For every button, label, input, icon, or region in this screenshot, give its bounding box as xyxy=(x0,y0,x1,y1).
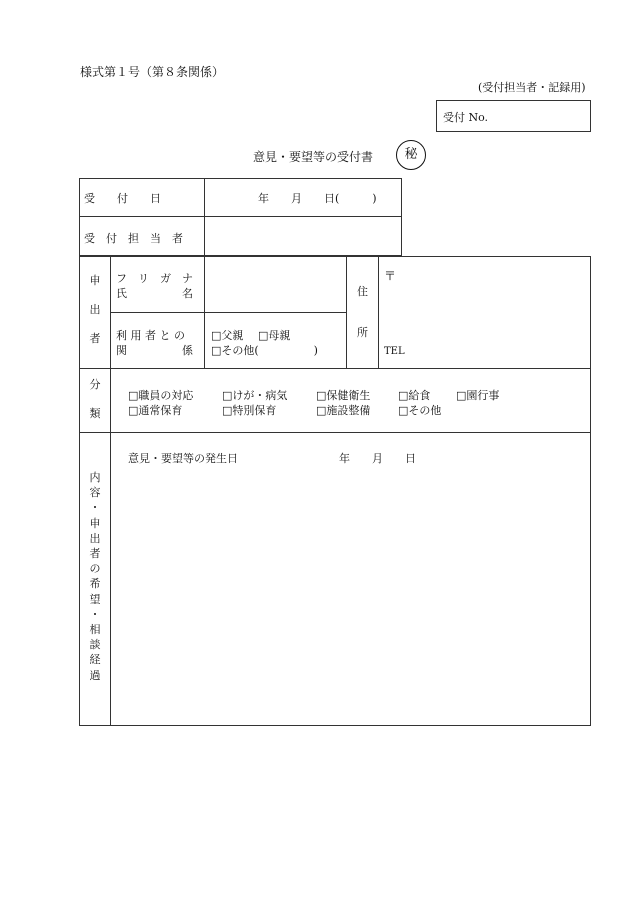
category-label-1: 分 xyxy=(89,378,101,391)
category-option-events[interactable]: □園行事 xyxy=(456,389,500,402)
category-option-staff[interactable]: □職員の対応 xyxy=(128,389,194,402)
reception-date-value[interactable]: 年 月 日( ) xyxy=(258,192,377,205)
address-label-2: 所 xyxy=(357,326,368,340)
receipt-no-label: 受付 No. xyxy=(443,111,489,124)
occurrence-date[interactable]: 年 月 日 xyxy=(339,452,416,465)
secret-stamp: 秘 xyxy=(396,140,426,170)
name-field[interactable] xyxy=(206,258,344,310)
category-option-other[interactable]: □その他 xyxy=(398,404,442,417)
applicant-label-1: 申 xyxy=(89,274,101,287)
applicant-label-2: 出 xyxy=(89,303,101,317)
name-label: 氏 名 xyxy=(116,287,193,300)
details-textarea[interactable] xyxy=(114,468,586,722)
address-label-1: 住 xyxy=(357,285,368,298)
relation-label-2: 関 係 xyxy=(116,344,193,357)
applicant-label-3: 者 xyxy=(89,332,101,346)
details-label: 内 容 ・ 申 出 者 の 希 望 ・ 相 談 経 過 xyxy=(89,471,101,682)
category-option-special-care[interactable]: □特別保育 xyxy=(222,404,277,417)
relation-father-checkbox[interactable]: □父親 xyxy=(211,329,244,342)
page-title: 意見・要望等の受付書 xyxy=(253,150,374,164)
tel-label: TEL xyxy=(384,346,405,357)
category-option-injury[interactable]: □けが・病気 xyxy=(222,389,288,402)
reception-date-label: 受 付 日 xyxy=(84,192,161,205)
applicant-label xyxy=(80,273,110,347)
receipt-no-box[interactable] xyxy=(436,100,591,132)
category-option-hygiene[interactable]: □保健衛生 xyxy=(316,389,371,402)
category-option-regular-care[interactable]: □通常保育 xyxy=(128,404,183,417)
reception-staff-field[interactable] xyxy=(206,218,400,254)
occurrence-label: 意見・要望等の発生日 xyxy=(128,452,238,465)
usage-note: (受付担当者・記録用) xyxy=(478,81,586,94)
address-field[interactable] xyxy=(400,258,588,366)
form-number: 様式第１号（第８条関係） xyxy=(80,65,225,79)
furigana-label: フ リ ガ ナ xyxy=(116,272,193,285)
relation-mother-checkbox[interactable]: □母親 xyxy=(258,329,291,342)
category-label-2: 類 xyxy=(89,407,101,421)
address-label xyxy=(347,284,378,340)
reception-staff-label: 受 付 担 当 者 xyxy=(84,232,183,245)
category-option-meals[interactable]: □給食 xyxy=(398,389,431,402)
relation-label-1: 利 用 者 と の xyxy=(116,329,185,342)
postal-mark: 〒 xyxy=(384,269,397,283)
relation-other-checkbox[interactable]: □その他( ) xyxy=(211,344,318,357)
category-option-facilities[interactable]: □施設整備 xyxy=(316,404,371,417)
category-label xyxy=(80,377,110,421)
